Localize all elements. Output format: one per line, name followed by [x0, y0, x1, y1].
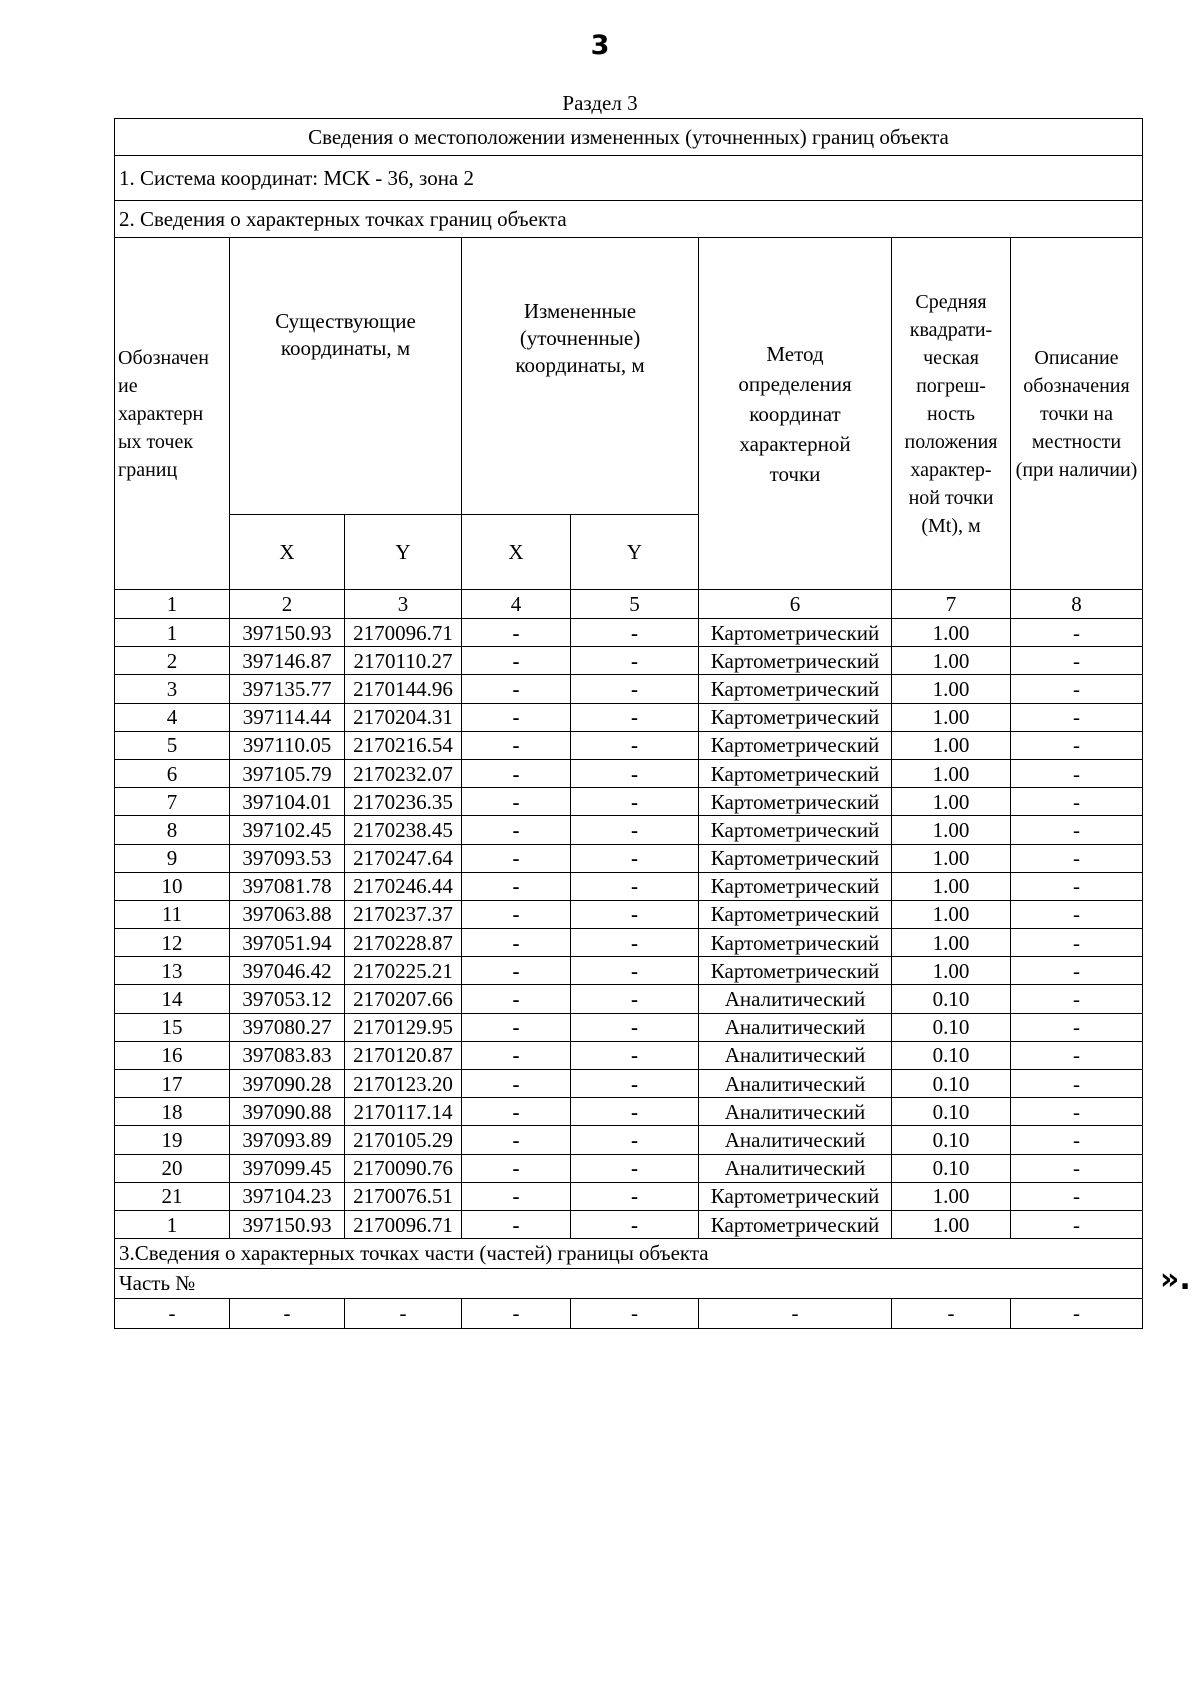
header-method: Метод определения координат характерной точки [699, 238, 892, 590]
cell-rms-error: 1.00 [892, 703, 1011, 731]
cell-changed-x: - [462, 759, 571, 787]
cell-method: Картометрический [699, 675, 892, 703]
table-row [115, 872, 1143, 900]
cell-changed-x: - [462, 872, 571, 900]
cell-point-number: 9 [115, 844, 230, 872]
cell-method: Аналитический [699, 1013, 892, 1041]
cell-changed-y: - [571, 759, 699, 787]
cell-point-number: 7 [115, 788, 230, 816]
cell-description: - [1011, 788, 1143, 816]
table-row [115, 731, 1143, 759]
cell-changed-y: - [571, 816, 699, 844]
cell-point-number: 12 [115, 929, 230, 957]
cell-changed-y: - [571, 929, 699, 957]
cell-existing-x: 397110.05 [230, 731, 345, 759]
cell-description: - [1011, 816, 1143, 844]
header-description: Описание обозначения точки на местности (при наличии) [1011, 238, 1143, 590]
cell-method: Картометрический [699, 759, 892, 787]
cell-description: - [1011, 1210, 1143, 1238]
table-row [115, 844, 1143, 872]
table-row [115, 1098, 1143, 1126]
closing-mark: ». [1160, 1262, 1191, 1297]
cell-changed-x: - [462, 900, 571, 928]
cell-existing-x: 397093.89 [230, 1126, 345, 1154]
cell-point-number: 3 [115, 675, 230, 703]
cell-rms-error: 1.00 [892, 844, 1011, 872]
cell-method: Картометрический [699, 703, 892, 731]
cell-description: - [1011, 703, 1143, 731]
column-number: 2 [230, 590, 345, 619]
cell-changed-x: - [462, 1070, 571, 1098]
column-number: 1 [115, 590, 230, 619]
cell-existing-y: 2170238.45 [345, 816, 462, 844]
cell-rms-error: 1.00 [892, 1210, 1011, 1238]
cell-point-number: 8 [115, 816, 230, 844]
part-section-heading: 3.Сведения о характерных точках части (частей) границы объекта [115, 1239, 1143, 1269]
table-row [115, 1182, 1143, 1210]
column-numbers-row [115, 590, 1143, 619]
cell-existing-x: 397099.45 [230, 1154, 345, 1182]
cell-point-number: 2 [115, 647, 230, 675]
cell-method: Картометрический [699, 619, 892, 647]
cell-method: Аналитический [699, 1154, 892, 1182]
cell-existing-y: 2170117.14 [345, 1098, 462, 1126]
empty-cell: - [230, 1299, 345, 1329]
cell-description: - [1011, 647, 1143, 675]
table-row [115, 675, 1143, 703]
cell-existing-y: 2170225.21 [345, 957, 462, 985]
cell-existing-y: 2170105.29 [345, 1126, 462, 1154]
cell-rms-error: 1.00 [892, 957, 1011, 985]
cell-changed-y: - [571, 1182, 699, 1210]
cell-rms-error: 1.00 [892, 1182, 1011, 1210]
cell-point-number: 16 [115, 1041, 230, 1069]
cell-changed-y: - [571, 1210, 699, 1238]
empty-cell: - [892, 1299, 1011, 1329]
cell-rms-error: 1.00 [892, 647, 1011, 675]
cell-changed-y: - [571, 900, 699, 928]
cell-changed-y: - [571, 731, 699, 759]
cell-existing-x: 397080.27 [230, 1013, 345, 1041]
cell-method: Картометрический [699, 816, 892, 844]
column-number: 6 [699, 590, 892, 619]
cell-method: Картометрический [699, 647, 892, 675]
column-number: 3 [345, 590, 462, 619]
cell-changed-y: - [571, 788, 699, 816]
cell-changed-y: - [571, 619, 699, 647]
cell-description: - [1011, 759, 1143, 787]
cell-rms-error: 1.00 [892, 675, 1011, 703]
cell-description: - [1011, 1041, 1143, 1069]
coordinates-table [114, 118, 1143, 1329]
cell-existing-y: 2170247.64 [345, 844, 462, 872]
cell-existing-x: 397104.23 [230, 1182, 345, 1210]
cell-existing-y: 2170096.71 [345, 619, 462, 647]
cell-method: Картометрический [699, 872, 892, 900]
cell-changed-y: - [571, 647, 699, 675]
cell-changed-y: - [571, 844, 699, 872]
cell-description: - [1011, 1098, 1143, 1126]
cell-changed-y: - [571, 1041, 699, 1069]
cell-existing-y: 2170246.44 [345, 872, 462, 900]
cell-changed-x: - [462, 703, 571, 731]
cell-method: Картометрический [699, 788, 892, 816]
cell-method: Картометрический [699, 731, 892, 759]
table-row [115, 957, 1143, 985]
cell-point-number: 21 [115, 1182, 230, 1210]
cell-rms-error: 1.00 [892, 816, 1011, 844]
cell-description: - [1011, 1154, 1143, 1182]
cell-existing-y: 2170228.87 [345, 929, 462, 957]
cell-point-number: 14 [115, 985, 230, 1013]
cell-changed-y: - [571, 1098, 699, 1126]
cell-point-number: 15 [115, 1013, 230, 1041]
cell-existing-x: 397051.94 [230, 929, 345, 957]
header-x-changed: X [462, 515, 571, 590]
cell-point-number: 6 [115, 759, 230, 787]
empty-cell: - [571, 1299, 699, 1329]
header-y-existing: Y [345, 515, 462, 590]
cell-rms-error: 0.10 [892, 1154, 1011, 1182]
header-x-existing: X [230, 515, 345, 590]
cell-description: - [1011, 900, 1143, 928]
cell-changed-x: - [462, 1154, 571, 1182]
cell-existing-y: 2170096.71 [345, 1210, 462, 1238]
cell-point-number: 4 [115, 703, 230, 731]
cell-changed-x: - [462, 1182, 571, 1210]
cell-changed-x: - [462, 1126, 571, 1154]
cell-changed-y: - [571, 1013, 699, 1041]
cell-existing-x: 397102.45 [230, 816, 345, 844]
cell-changed-x: - [462, 619, 571, 647]
cell-method: Аналитический [699, 985, 892, 1013]
cell-method: Аналитический [699, 1126, 892, 1154]
table-row [115, 1041, 1143, 1069]
empty-cell: - [1011, 1299, 1143, 1329]
cell-description: - [1011, 675, 1143, 703]
cell-changed-x: - [462, 929, 571, 957]
cell-existing-y: 2170090.76 [345, 1154, 462, 1182]
cell-changed-x: - [462, 844, 571, 872]
cell-point-number: 18 [115, 1098, 230, 1126]
cell-description: - [1011, 1126, 1143, 1154]
cell-existing-y: 2170204.31 [345, 703, 462, 731]
cell-rms-error: 1.00 [892, 619, 1011, 647]
cell-existing-x: 397063.88 [230, 900, 345, 928]
cell-existing-x: 397105.79 [230, 759, 345, 787]
cell-existing-x: 397135.77 [230, 675, 345, 703]
cell-existing-x: 397146.87 [230, 647, 345, 675]
cell-point-number: 5 [115, 731, 230, 759]
table-row [115, 647, 1143, 675]
cell-changed-x: - [462, 1013, 571, 1041]
table-row [115, 1070, 1143, 1098]
cell-description: - [1011, 1013, 1143, 1041]
cell-description: - [1011, 929, 1143, 957]
header-y-changed: Y [571, 515, 699, 590]
cell-existing-y: 2170129.95 [345, 1013, 462, 1041]
cell-changed-x: - [462, 647, 571, 675]
cell-changed-x: - [462, 1041, 571, 1069]
cell-changed-y: - [571, 1126, 699, 1154]
cell-description: - [1011, 985, 1143, 1013]
cell-description: - [1011, 957, 1143, 985]
cell-description: - [1011, 731, 1143, 759]
column-number: 7 [892, 590, 1011, 619]
table-row [115, 1126, 1143, 1154]
header-rms-error: Средняя квадрати-ческая погреш-ность положения характер-ной точки (Mt), м [892, 238, 1011, 590]
cell-method: Картометрический [699, 1210, 892, 1238]
cell-existing-y: 2170076.51 [345, 1182, 462, 1210]
cell-existing-x: 397046.42 [230, 957, 345, 985]
cell-existing-x: 397093.53 [230, 844, 345, 872]
cell-method: Картометрический [699, 1182, 892, 1210]
points-info-heading: 2. Сведения о характерных точках границ объекта [115, 201, 1143, 238]
cell-existing-x: 397053.12 [230, 985, 345, 1013]
cell-method: Картометрический [699, 957, 892, 985]
cell-method: Картометрический [699, 844, 892, 872]
cell-existing-y: 2170123.20 [345, 1070, 462, 1098]
cell-existing-x: 397104.01 [230, 788, 345, 816]
cell-rms-error: 1.00 [892, 788, 1011, 816]
page-number: 3 [590, 30, 610, 61]
cell-rms-error: 0.10 [892, 1013, 1011, 1041]
cell-existing-y: 2170232.07 [345, 759, 462, 787]
cell-method: Аналитический [699, 1098, 892, 1126]
cell-method: Аналитический [699, 1070, 892, 1098]
table-row [115, 619, 1143, 647]
cell-changed-x: - [462, 731, 571, 759]
part-number-label: Часть № [115, 1269, 1143, 1299]
cell-rms-error: 0.10 [892, 985, 1011, 1013]
cell-changed-y: - [571, 985, 699, 1013]
cell-existing-x: 397150.93 [230, 619, 345, 647]
section-label: Раздел 3 [562, 91, 638, 115]
table-row [115, 759, 1143, 787]
cell-changed-y: - [571, 1070, 699, 1098]
table-row [115, 816, 1143, 844]
cell-rms-error: 0.10 [892, 1041, 1011, 1069]
cell-existing-x: 397114.44 [230, 703, 345, 731]
table-row [115, 1210, 1143, 1238]
cell-point-number: 19 [115, 1126, 230, 1154]
table-row [115, 985, 1143, 1013]
cell-rms-error: 0.10 [892, 1126, 1011, 1154]
cell-changed-x: - [462, 816, 571, 844]
cell-existing-y: 2170110.27 [345, 647, 462, 675]
column-number: 8 [1011, 590, 1143, 619]
coordinate-system: 1. Система координат: МСК - 36, зона 2 [115, 156, 1143, 201]
cell-rms-error: 1.00 [892, 929, 1011, 957]
cell-existing-y: 2170144.96 [345, 675, 462, 703]
cell-rms-error: 0.10 [892, 1070, 1011, 1098]
table-row [115, 788, 1143, 816]
cell-point-number: 11 [115, 900, 230, 928]
cell-changed-x: - [462, 957, 571, 985]
column-number: 4 [462, 590, 571, 619]
cell-changed-x: - [462, 1210, 571, 1238]
cell-description: - [1011, 1070, 1143, 1098]
empty-cell: - [115, 1299, 230, 1329]
cell-changed-x: - [462, 1098, 571, 1126]
cell-rms-error: 1.00 [892, 900, 1011, 928]
table-row [115, 929, 1143, 957]
table-title: Сведения о местоположении измененных (уточненных) границ объекта [115, 119, 1143, 156]
cell-point-number: 17 [115, 1070, 230, 1098]
cell-existing-x: 397090.28 [230, 1070, 345, 1098]
cell-existing-y: 2170120.87 [345, 1041, 462, 1069]
header-designation: Обозначен ие характерн ых точек границ [115, 238, 230, 590]
cell-existing-y: 2170237.37 [345, 900, 462, 928]
cell-point-number: 1 [115, 619, 230, 647]
cell-changed-y: - [571, 703, 699, 731]
cell-existing-x: 397081.78 [230, 872, 345, 900]
cell-changed-y: - [571, 675, 699, 703]
cell-rms-error: 0.10 [892, 1098, 1011, 1126]
cell-description: - [1011, 872, 1143, 900]
cell-rms-error: 1.00 [892, 731, 1011, 759]
cell-existing-y: 2170207.66 [345, 985, 462, 1013]
cell-changed-y: - [571, 957, 699, 985]
table-row [115, 1154, 1143, 1182]
table-row [115, 703, 1143, 731]
cell-point-number: 13 [115, 957, 230, 985]
empty-part-row [115, 1299, 1143, 1329]
empty-cell: - [699, 1299, 892, 1329]
header-changed-coords: Измененные (уточненные) координаты, м [462, 238, 699, 515]
cell-changed-x: - [462, 985, 571, 1013]
cell-rms-error: 1.00 [892, 759, 1011, 787]
cell-description: - [1011, 844, 1143, 872]
cell-description: - [1011, 1182, 1143, 1210]
cell-changed-y: - [571, 872, 699, 900]
column-number: 5 [571, 590, 699, 619]
header-existing-coords: Существующие координаты, м [230, 238, 462, 515]
cell-method: Картометрический [699, 900, 892, 928]
table-row [115, 900, 1143, 928]
cell-method: Картометрический [699, 929, 892, 957]
cell-point-number: 10 [115, 872, 230, 900]
cell-existing-x: 397150.93 [230, 1210, 345, 1238]
cell-point-number: 20 [115, 1154, 230, 1182]
cell-rms-error: 1.00 [892, 872, 1011, 900]
cell-existing-x: 397083.83 [230, 1041, 345, 1069]
empty-cell: - [462, 1299, 571, 1329]
cell-method: Аналитический [699, 1041, 892, 1069]
table-row [115, 1013, 1143, 1041]
cell-existing-y: 2170216.54 [345, 731, 462, 759]
cell-changed-x: - [462, 675, 571, 703]
cell-description: - [1011, 619, 1143, 647]
cell-changed-y: - [571, 1154, 699, 1182]
cell-existing-y: 2170236.35 [345, 788, 462, 816]
cell-changed-x: - [462, 788, 571, 816]
empty-cell: - [345, 1299, 462, 1329]
cell-existing-x: 397090.88 [230, 1098, 345, 1126]
cell-point-number: 1 [115, 1210, 230, 1238]
